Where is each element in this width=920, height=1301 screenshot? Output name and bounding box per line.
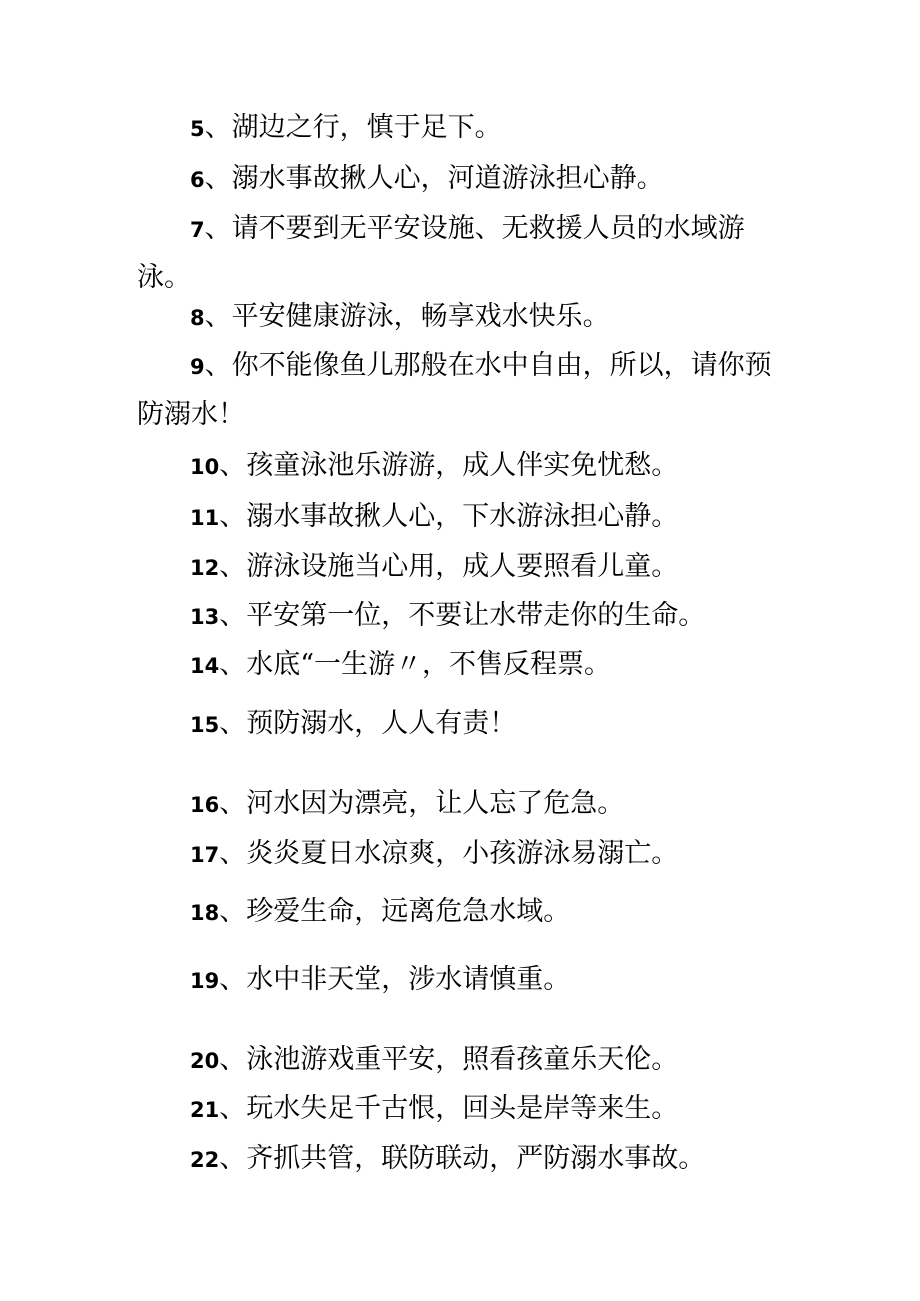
item-text: 、泳池游戏重平安，照看孩童乐天伦。	[219, 1044, 679, 1075]
list-item	[137, 641, 777, 690]
item-text: 、游泳设施当心用，成人要照看儿童。	[219, 551, 679, 582]
list-item	[137, 104, 777, 153]
item-text: 、炎炎夏日水凉爽，小孩游泳易溺亡。	[219, 838, 679, 869]
list-item	[137, 780, 777, 829]
list-item	[137, 888, 777, 937]
list-item	[137, 442, 777, 491]
item-text: 、平安第一位，不要让水带走你的生命。	[219, 600, 706, 631]
list-item	[137, 342, 777, 439]
list-item	[137, 700, 777, 749]
item-number: 17	[190, 843, 220, 867]
item-text: 、溺水事故揪人心，下水游泳担心静。	[219, 501, 679, 532]
list-item	[137, 205, 777, 302]
item-number: 7	[190, 218, 205, 242]
item-text: 、预防溺水，人人有责！	[219, 708, 517, 739]
item-number: 10	[190, 455, 220, 479]
list-item	[137, 1135, 777, 1184]
item-number: 8	[190, 306, 205, 330]
item-text: 、平安健康游泳，畅享戏水快乐。	[204, 301, 610, 332]
item-text: 、齐抓共管，联防联动，严防溺水事故。	[219, 1143, 706, 1174]
item-text: 、水中非天堂，涉水请慎重。	[219, 964, 571, 995]
list-item	[137, 592, 777, 641]
list-item	[137, 1085, 777, 1134]
item-number: 12	[190, 556, 220, 580]
item-text: 、珍爱生命，远离危急水域。	[219, 896, 571, 927]
item-text: 、河水因为漂亮，让人忘了危急。	[219, 788, 625, 819]
list-item	[137, 493, 777, 542]
item-number: 16	[190, 793, 220, 817]
item-number: 15	[190, 713, 220, 737]
list-item	[137, 830, 777, 879]
item-text: 、溺水事故揪人心，河道游泳担心静。	[204, 163, 664, 194]
item-number: 14	[190, 654, 220, 678]
item-text: 、湖边之行，慎于足下。	[204, 112, 502, 143]
item-text: 、请不要到无平安设施、无救援人员的水域游泳。	[137, 213, 745, 293]
item-text: 、孩童泳池乐游游，成人伴实免忧愁。	[219, 450, 679, 481]
item-text: 、水底“一生游〃，不售反程票。	[219, 649, 612, 680]
item-number: 18	[190, 901, 220, 925]
list-item	[137, 155, 777, 204]
item-number: 22	[190, 1148, 220, 1172]
item-text: 、玩水失足千古恨，回头是岸等来生。	[219, 1093, 679, 1124]
list-item	[137, 293, 777, 342]
item-number: 19	[190, 969, 220, 993]
item-number: 9	[190, 355, 205, 379]
item-number: 21	[190, 1098, 220, 1122]
item-text: 、你不能像鱼儿那般在水中自由，所以，请你预防溺水！	[137, 350, 772, 430]
list-item	[137, 543, 777, 592]
list-item	[137, 956, 777, 1005]
item-number: 5	[190, 117, 205, 141]
item-number: 13	[190, 605, 220, 629]
item-number: 11	[190, 506, 220, 530]
item-number: 6	[190, 168, 205, 192]
list-item	[137, 1036, 777, 1085]
item-number: 20	[190, 1049, 220, 1073]
